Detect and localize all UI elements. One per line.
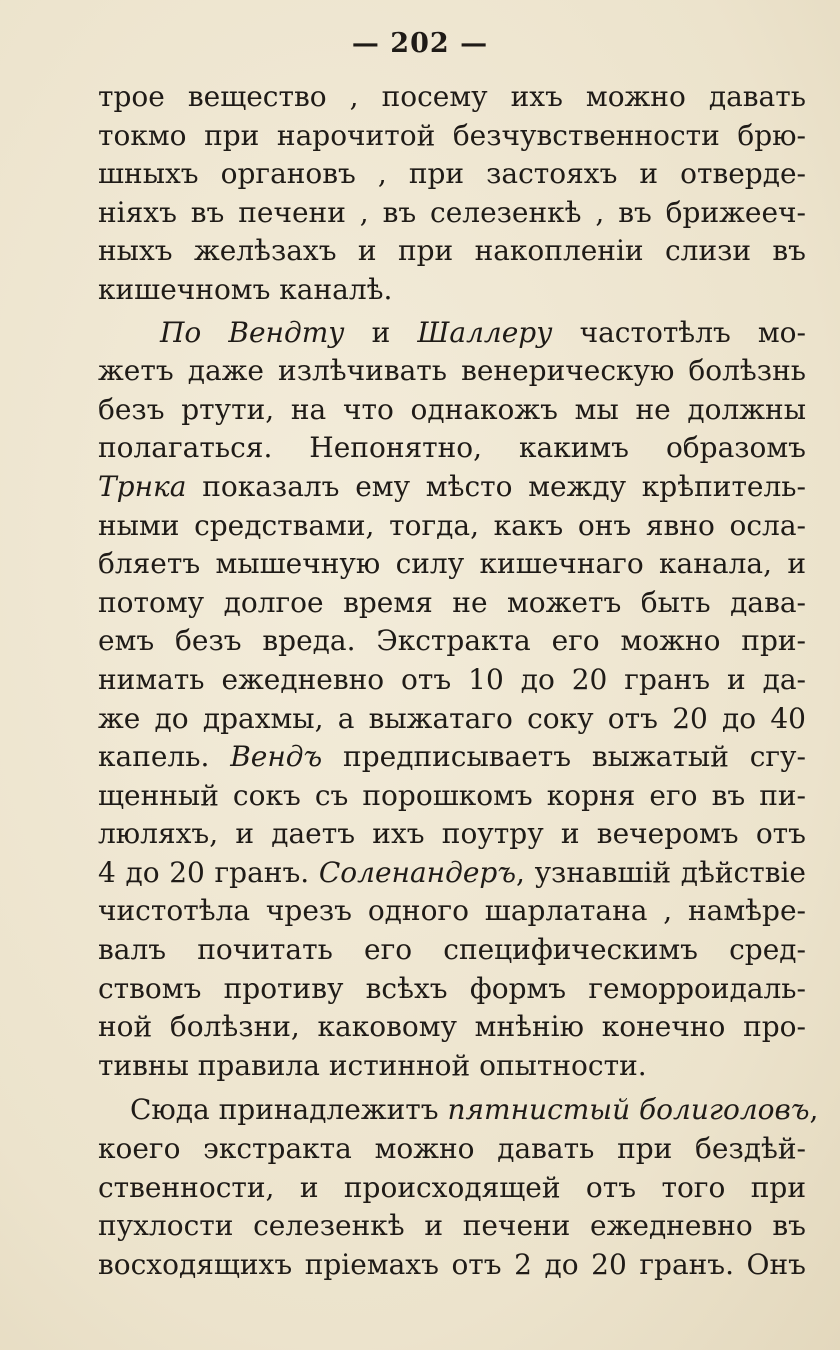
author-name: По Вендту — [160, 315, 345, 349]
text-line: трое вещество , посему ихъ можно давать — [98, 80, 806, 113]
paragraph — [98, 314, 806, 1086]
text-line: ныхъ желѣзахъ и при накопленіи слизи въ — [98, 234, 806, 268]
author-name: Шаллеру — [417, 315, 553, 349]
text-line — [98, 314, 806, 353]
text-line: коего экстракта можно давать при бездѣй- — [98, 1132, 806, 1166]
text-line — [98, 468, 806, 507]
paragraph — [98, 78, 806, 310]
author-name: Трнка — [98, 469, 187, 503]
text-span: , узнавшій дѣйствіе — [516, 855, 806, 889]
text-line: шныхъ органовъ , при застояхъ и отверде- — [98, 157, 806, 191]
text-line: ніяхъ въ печени , въ селезенкѣ , въ брижееч- — [98, 195, 806, 229]
text-line: щенный сокъ съ порошкомъ корня его въ пи- — [98, 778, 806, 812]
text-line: бляетъ мышечную силу кишечнаго канала, и — [98, 547, 806, 581]
text-line: жетъ даже излѣчивать венерическую болѣзнь — [98, 354, 806, 388]
text-line: полагаться. Непонятно, какимъ образомъ — [98, 431, 806, 465]
text-line: чистотѣла чрезъ одного шарлатана , намѣре- — [98, 894, 806, 928]
page-number: — 202 — — [351, 28, 489, 59]
text-line: нимать ежедневно отъ 10 до 20 гранъ и да- — [98, 662, 806, 696]
text-line: кишечномъ каналѣ. — [98, 272, 393, 306]
plant-name: пятнистый болиголовъ — [447, 1093, 810, 1127]
text-line: емъ безъ вреда. Экстракта его можно при- — [98, 624, 806, 658]
text-line: же до драхмы, а выжатаго соку отъ 20 до 40 — [98, 701, 806, 735]
text-span: показалъ ему мѣсто между крѣпитель- — [186, 469, 806, 503]
text-span: предписываетъ выжатый сгу- — [322, 740, 806, 774]
text-line: пухлости селезенкѣ и печени ежедневно въ — [98, 1209, 806, 1243]
text-span: 4 до 20 гранъ. — [98, 855, 319, 889]
text-line: потому долгое время не можетъ быть дава- — [98, 585, 806, 619]
text-span: капель. — [98, 740, 231, 774]
author-name: Соленандеръ — [318, 855, 517, 889]
text-line — [98, 1091, 819, 1130]
text-line: валъ почитать его специфическимъ сред- — [98, 933, 806, 967]
text-line: ной болѣзни, каковому мнѣнію конечно про- — [98, 1010, 806, 1044]
text-span: частотѣлъ мо- — [552, 315, 807, 349]
text-line: токмо при нарочитой безчувственности брю- — [98, 118, 806, 152]
text-line: тивны правила истинной опытности. — [98, 1048, 647, 1082]
text-line: ственности, и происходящей отъ того при — [98, 1170, 806, 1204]
text-line — [98, 854, 806, 893]
text-line: восходящихъ пріемахъ отъ 2 до 20 гранъ. Онъ — [98, 1247, 806, 1281]
text-span: , — [809, 1093, 819, 1127]
text-line: безъ ртути, на что однакожъ мы не должны — [98, 392, 806, 426]
text-span: и — [344, 315, 418, 349]
text-span: Сюда принадлежитъ — [130, 1093, 448, 1127]
text-line: ными средствами, тогда, какъ онъ явно осла- — [98, 508, 806, 542]
body-text — [98, 78, 819, 1284]
text-line: ствомъ противу всѣхъ формъ геморроидаль- — [98, 971, 806, 1005]
paragraph — [98, 1091, 819, 1284]
text-line: люляхъ, и даетъ ихъ поутру и вечеромъ отъ — [98, 817, 806, 851]
text-line — [98, 738, 806, 777]
author-name: Вендъ — [230, 740, 323, 774]
